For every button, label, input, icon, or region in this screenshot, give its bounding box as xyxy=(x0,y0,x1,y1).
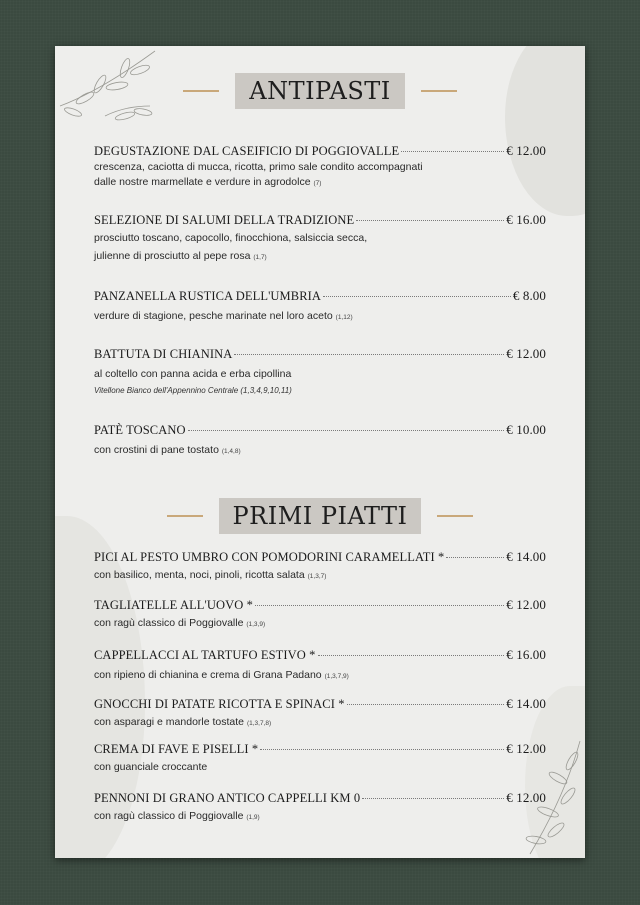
menu-item xyxy=(94,143,546,191)
dish-price: € 16.00 xyxy=(506,647,546,662)
allergens: (1,3,4,9,10,11) xyxy=(240,386,292,395)
leader-dots xyxy=(362,798,504,799)
dish-name: CAPPELLACCI AL TARTUFO ESTIVO * xyxy=(94,648,316,662)
menu-item xyxy=(94,212,546,267)
dish-price: € 14.00 xyxy=(506,696,546,711)
menu-item xyxy=(94,647,546,684)
allergens: (1,3,7,8) xyxy=(246,720,272,727)
dish-name: DEGUSTAZIONE DAL CASEIFICIO DI POGGIOVALLE xyxy=(94,144,400,158)
leader-dots xyxy=(318,655,505,656)
dish-description: con guanciale croccante xyxy=(94,761,208,773)
leader-dots xyxy=(356,220,504,221)
dish-name: PANZANELLA RUSTICA DELL'UMBRIA xyxy=(94,289,322,303)
dish-name: PATÈ TOSCANO xyxy=(94,423,186,437)
dish-price: € 10.00 xyxy=(506,422,546,437)
section-heading-primi-piatti xyxy=(55,497,585,535)
dish-origin-note: Vitellone Bianco dell'Appennino Centrale (1,3,4,9,10,11) xyxy=(94,386,292,395)
dish-price: € 8.00 xyxy=(512,288,546,303)
menu-item xyxy=(94,288,546,325)
dish-name: PENNONI DI GRANO ANTICO CAPPELLI KM 0 xyxy=(94,791,361,805)
dish-description: crescenza, caciotta di mucca, ricotta, primo sale condito accompagnati dalle nostre marmellate e verdure in agrodolce (7) xyxy=(94,161,423,188)
dish-price: € 12.00 xyxy=(506,741,546,756)
dish-price: € 12.00 xyxy=(506,597,546,612)
leader-dots xyxy=(188,430,505,431)
leader-dots xyxy=(255,605,504,606)
leader-dots xyxy=(446,557,504,558)
dish-price: € 16.00 xyxy=(506,212,546,227)
divider xyxy=(421,90,457,92)
dish-name: BATTUTA DI CHIANINA xyxy=(94,347,233,361)
menu-item xyxy=(94,696,546,731)
menu-item xyxy=(94,741,546,775)
divider xyxy=(167,515,203,517)
menu-item xyxy=(94,549,546,584)
leader-dots xyxy=(260,749,504,750)
dish-price: € 12.00 xyxy=(506,143,546,158)
menu-page xyxy=(55,46,585,858)
allergens: (1,9) xyxy=(246,814,260,821)
dish-name: CREMA DI FAVE E PISELLI * xyxy=(94,742,259,756)
dish-name: SELEZIONE DI SALUMI DELLA TRADIZIONE xyxy=(94,213,355,227)
leader-dots xyxy=(234,354,504,355)
section-title: PRIMI PIATTI xyxy=(219,498,422,534)
dish-description: con ragù classico di Poggiovalle (1,3,9) xyxy=(94,617,266,629)
allergens: (1,12) xyxy=(335,314,353,321)
allergens: (1,3,9) xyxy=(246,621,266,628)
allergens: (1,4,8) xyxy=(221,448,241,455)
menu-item xyxy=(94,422,546,459)
leader-dots xyxy=(323,296,511,297)
section-title: ANTIPASTI xyxy=(235,73,405,109)
dish-description: con ripieno di chianina e crema di Grana Padano (1,3,7,9) xyxy=(94,669,349,681)
dish-name: PICI AL PESTO UMBRO CON POMODORINI CARAMELLATI * xyxy=(94,550,445,564)
menu-item xyxy=(94,790,546,825)
dish-description: con ragù classico di Poggiovalle (1,9) xyxy=(94,810,260,822)
allergens: (1,3,7,9) xyxy=(324,673,349,680)
menu-item xyxy=(94,597,546,632)
allergens: (1,3,7) xyxy=(307,573,327,580)
dish-name: GNOCCHI DI PATATE RICOTTA E SPINACI * xyxy=(94,697,345,711)
dish-description: con crostini di pane tostato (1,4,8) xyxy=(94,444,241,456)
divider xyxy=(183,90,219,92)
menu-item xyxy=(94,346,546,395)
leader-dots xyxy=(401,151,504,152)
section-heading-antipasti xyxy=(55,72,585,110)
dish-price: € 14.00 xyxy=(506,549,546,564)
dish-description: verdure di stagione, pesche marinate nel loro aceto (1,12) xyxy=(94,310,353,322)
dish-description: al coltello con panna acida e erba cipollina xyxy=(94,368,292,380)
dish-description: con basilico, menta, noci, pinoli, ricotta salata (1,3,7) xyxy=(94,569,327,581)
allergens: (7) xyxy=(313,180,322,187)
dish-price: € 12.00 xyxy=(506,346,546,361)
leader-dots xyxy=(347,704,505,705)
dish-description: prosciutto toscano, capocollo, finocchiona, salsiccia secca, julienne di prosciutto al pepe rosa (1,7) xyxy=(94,232,368,262)
dish-description: con asparagi e mandorle tostate (1,3,7,8) xyxy=(94,716,272,728)
dish-name: TAGLIATELLE ALL'UOVO * xyxy=(94,598,253,612)
allergens: (1,7) xyxy=(253,254,267,261)
dish-price: € 12.00 xyxy=(506,790,546,805)
divider xyxy=(437,515,473,517)
